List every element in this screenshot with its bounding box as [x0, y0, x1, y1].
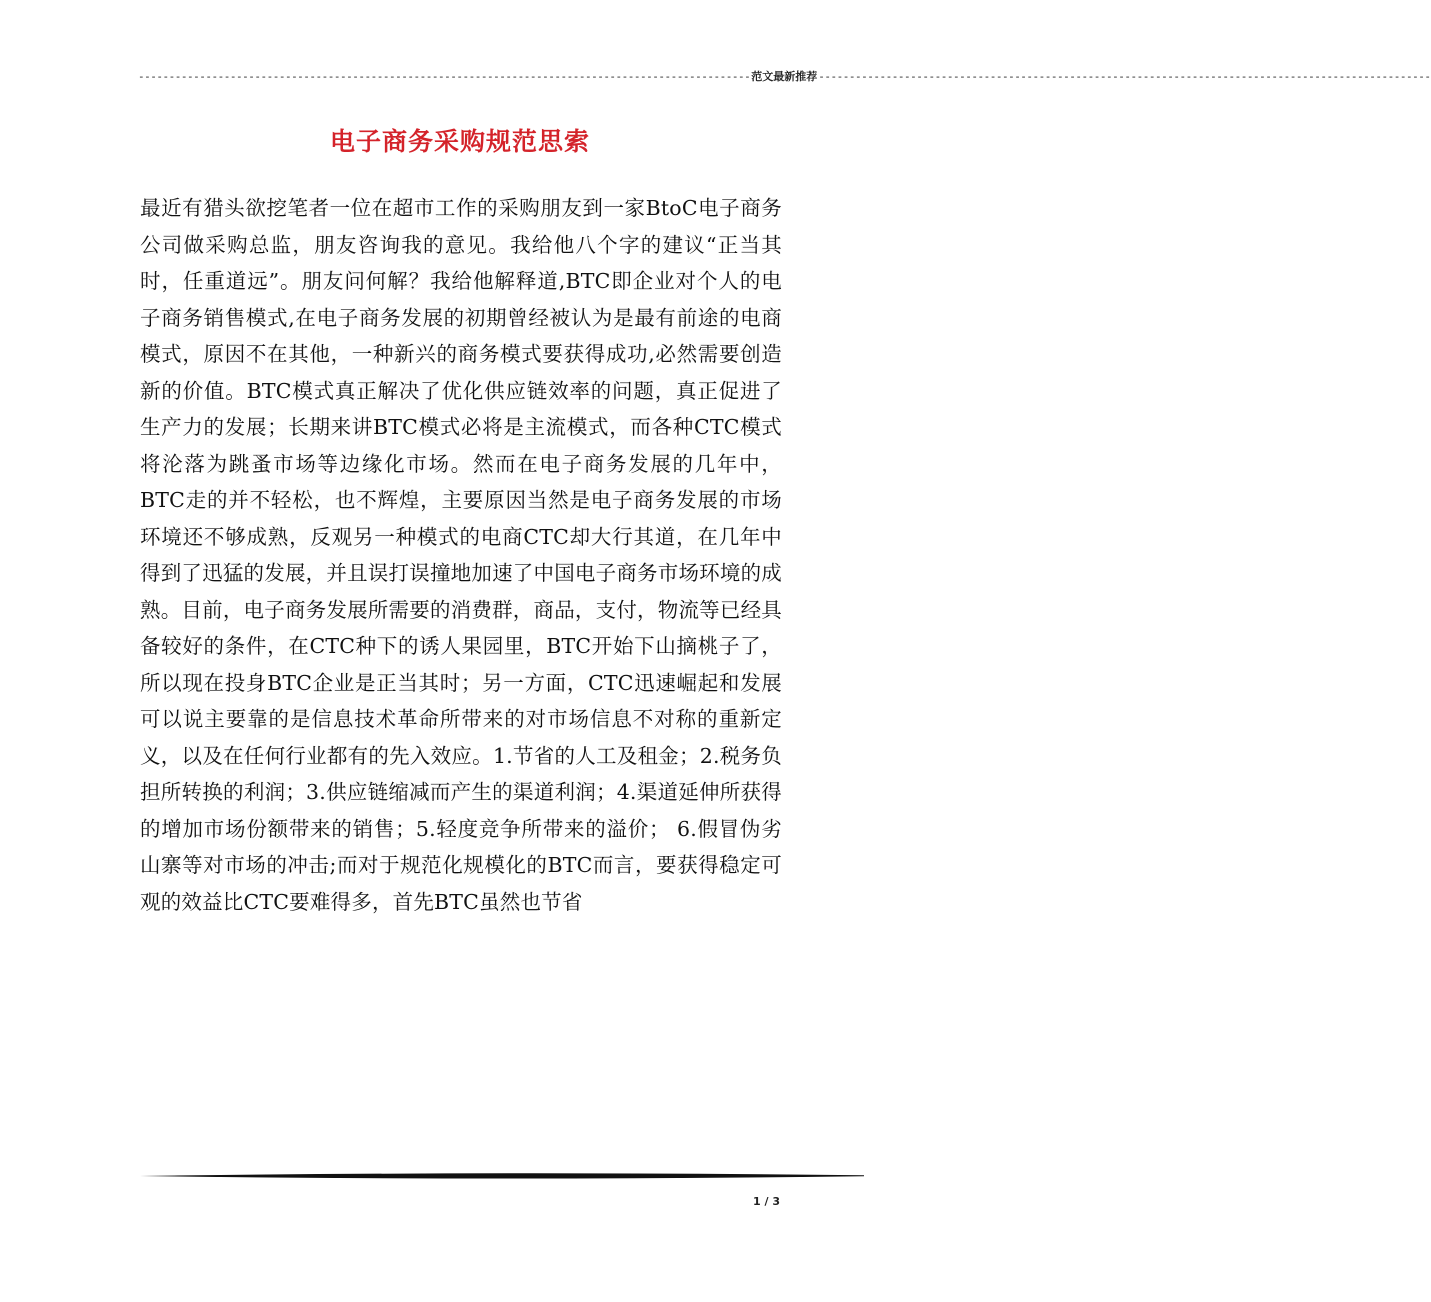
header-dashes-left: ----------------------------------------------------------------------------------------------------	[138, 69, 751, 83]
page-number: 1 / 3	[753, 1195, 780, 1208]
header-text: 范文最新推荐	[751, 70, 818, 83]
document-body: 最近有猎头欲挖笔者一位在超市工作的采购朋友到一家BtoC电子商务公司做采购总监，朋友咨询我的意见。我给他八个字的建议“正当其时，任重道远”。朋友问何解？我给他解释道,BTC即企业对个人的电子商务销售模式,在电子商务发展的初期曾经被认为是最有前途的电商模式，原因不在其他，一种新兴的商务模式要获得成功,必然需要创造新的价值。BTC模式真正解决了优化供应链效率的问题，真正促进了生产力的发展；长期来讲BTC模式必将是主流模式，而各种CTC模式将沦落为跳蚤市场等边缘化市场。然而在电子商务发展的几年中，BTC走的并不轻松，也不辉煌，主要原因当然是电子商务发展的市场环境还不够成熟，反观另一种模式的电商CTC却大行其道，在几年中得到了迅猛的发展，并且误打误撞地加速了中国电子商务市场环境的成熟。目前，电子商务发展所需要的消费群，商品，支付，物流等已经具备较好的条件，在CTC种下的诱人果园里，BTC开始下山摘桃子了，所以现在投身BTC企业是正当其时；另一方面，CTC迅速崛起和发展可以说主要靠的是信息技术革命所带来的对市场信息不对称的重新定义，以及在任何行业都有的先入效应。1.节省的人工及租金；2.税务负担所转换的利润；3.供应链缩减而产生的渠道利润；4.渠道延伸所获得的增加市场份额带来的销售；5.轻度竞争所带来的溢价； 6.假冒伪劣山寨等对市场的冲击;而对于规范化规模化的BTC而言，要获得稳定可观的效益比CTC要难得多，首先BTC虽然也节省	[140, 196, 782, 914]
page-header	[138, 67, 1431, 85]
header-dashes-right: ----------------------------------------------------------------------------------------------------	[818, 69, 1431, 83]
footer-rule	[140, 1171, 864, 1181]
document-title: 电子商务采购规范思索	[329, 127, 590, 156]
